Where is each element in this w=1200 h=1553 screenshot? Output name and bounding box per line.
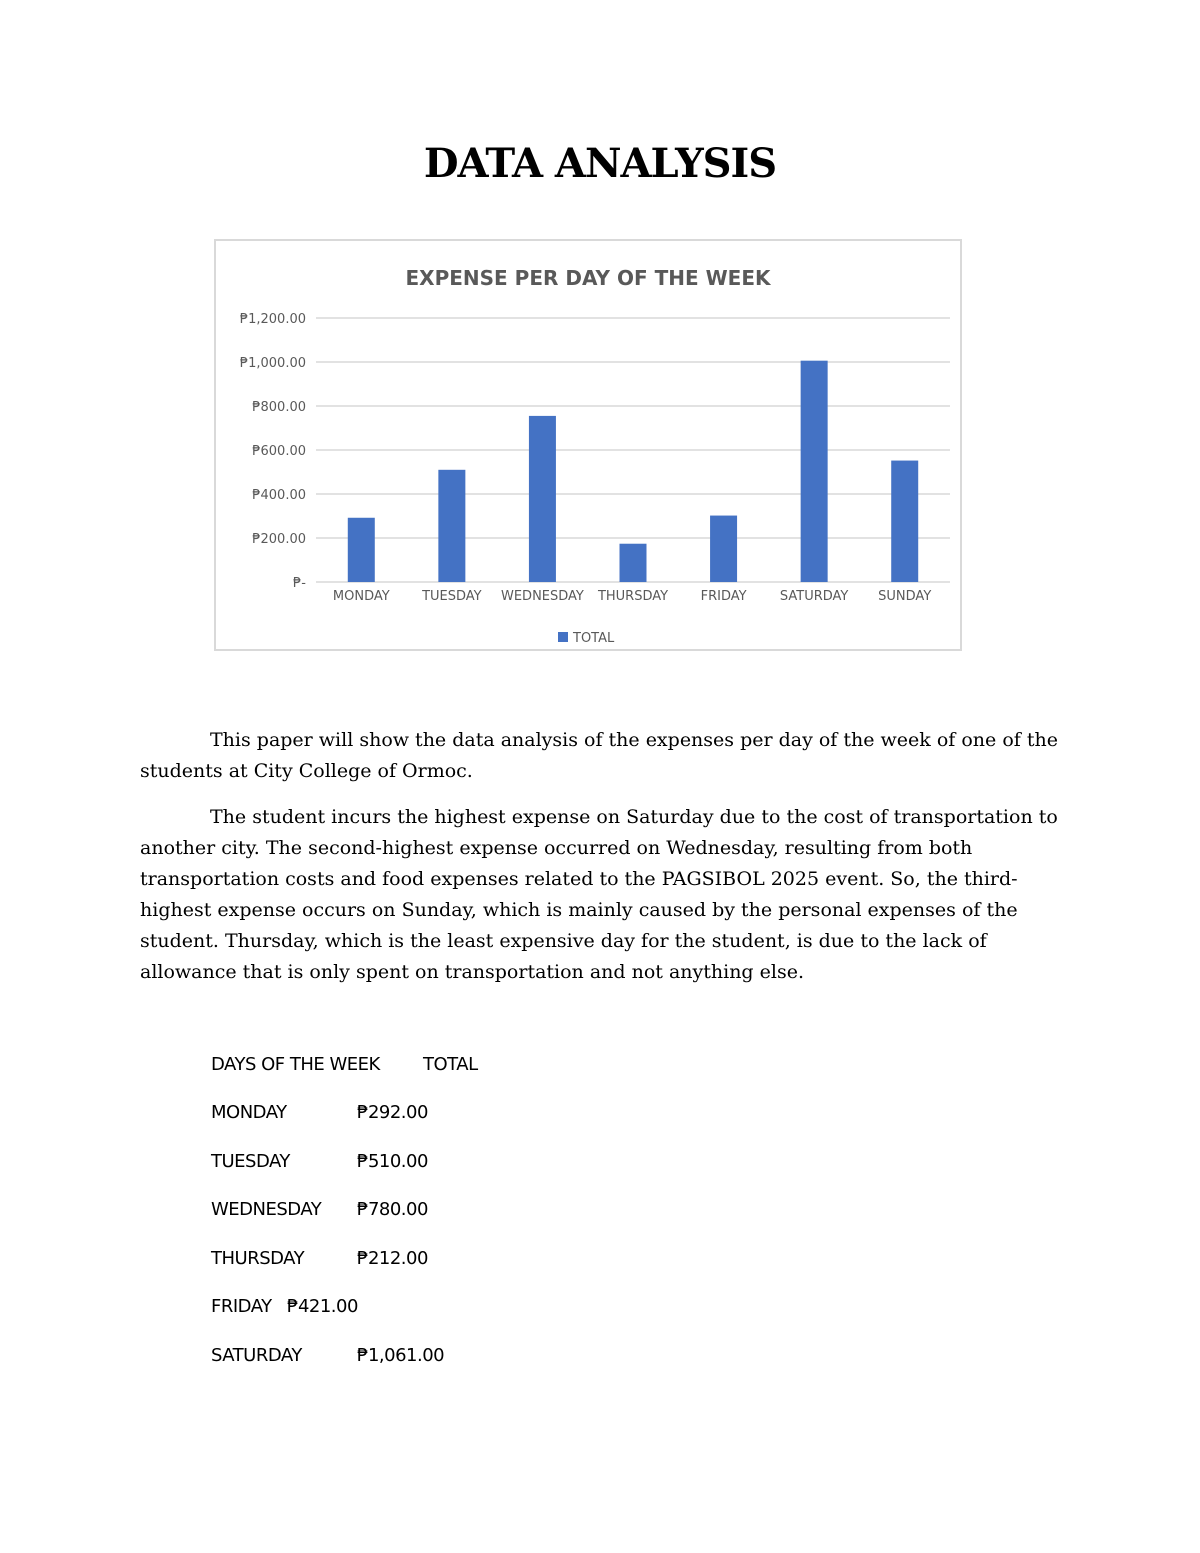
analysis-paragraph: The student incurs the highest expense on Saturday due to the cost of transportation to another city. The second-highest expense occurred on Wednesday, resulting from both transportation costs and food expenses related to the PAGSIBOL 2025 event. So, the third-highest expense occurs on Sunday, which is mainly caused by the personal expenses of the student. Thursday, which is the least expensive day for the student, is due to the lack of allowance that is only spent on transportation and not anything else. (140, 806, 1058, 983)
table-cell-total: ₱780.00 (357, 1199, 428, 1220)
table-row (211, 1345, 445, 1373)
table-cell-day: MONDAY (211, 1102, 287, 1123)
table-cell-day: THURSDAY (211, 1248, 305, 1269)
bar-chart (216, 241, 960, 649)
x-tick-label: THURSDAY (597, 589, 669, 604)
x-tick-label: FRIDAY (700, 589, 747, 604)
y-tick-label: ₱600.00 (252, 444, 306, 459)
bar-sunday (891, 461, 918, 582)
intro-paragraph: This paper will show the data analysis of the expenses per day of the week of one of the students at City College of Ormoc. (140, 729, 1058, 782)
bar-tuesday (438, 470, 465, 582)
table-row (211, 1296, 358, 1324)
table-cell-day: FRIDAY (211, 1296, 272, 1317)
page-title: DATA ANALYSIS (423, 140, 777, 187)
y-tick-label: ₱1,200.00 (239, 312, 306, 327)
bar-monday (348, 518, 375, 582)
table-cell-total: ₱292.00 (357, 1102, 428, 1123)
table-row (211, 1199, 428, 1227)
table-cell-total: ₱1,061.00 (357, 1345, 445, 1366)
bar-friday (710, 516, 737, 582)
table-cell-day: WEDNESDAY (211, 1199, 322, 1220)
table-cell-day: SATURDAY (211, 1345, 302, 1366)
table-header-total: TOTAL (423, 1054, 478, 1075)
bar-wednesday (529, 416, 556, 582)
table-row (211, 1102, 428, 1130)
x-tick-label: MONDAY (332, 589, 390, 604)
y-tick-label: ₱400.00 (252, 488, 306, 503)
table-header-day: DAYS OF THE WEEK (211, 1054, 380, 1075)
x-tick-label: SUNDAY (878, 589, 932, 604)
y-tick-label: ₱800.00 (252, 400, 306, 415)
legend-label: TOTAL (573, 631, 615, 646)
table-cell-day: TUESDAY (211, 1151, 290, 1172)
x-tick-label: WEDNESDAY (500, 589, 584, 604)
table-cell-total: ₱510.00 (357, 1151, 428, 1172)
table-cell-total: ₱421.00 (287, 1296, 358, 1317)
table-cell-total: ₱212.00 (357, 1248, 428, 1269)
bar-saturday (801, 361, 828, 582)
table-row (211, 1151, 428, 1179)
bar-thursday (620, 544, 647, 582)
chart-title: EXPENSE PER DAY OF THE WEEK (405, 266, 771, 290)
legend-swatch (558, 632, 568, 642)
table-header (211, 1054, 478, 1082)
x-tick-label: TUESDAY (422, 589, 482, 604)
chart-container (214, 239, 962, 651)
y-tick-label: ₱1,000.00 (239, 356, 306, 371)
y-tick-label: ₱- (293, 576, 306, 591)
y-tick-label: ₱200.00 (252, 532, 306, 547)
table-row (211, 1248, 428, 1276)
x-tick-label: SATURDAY (779, 589, 849, 604)
